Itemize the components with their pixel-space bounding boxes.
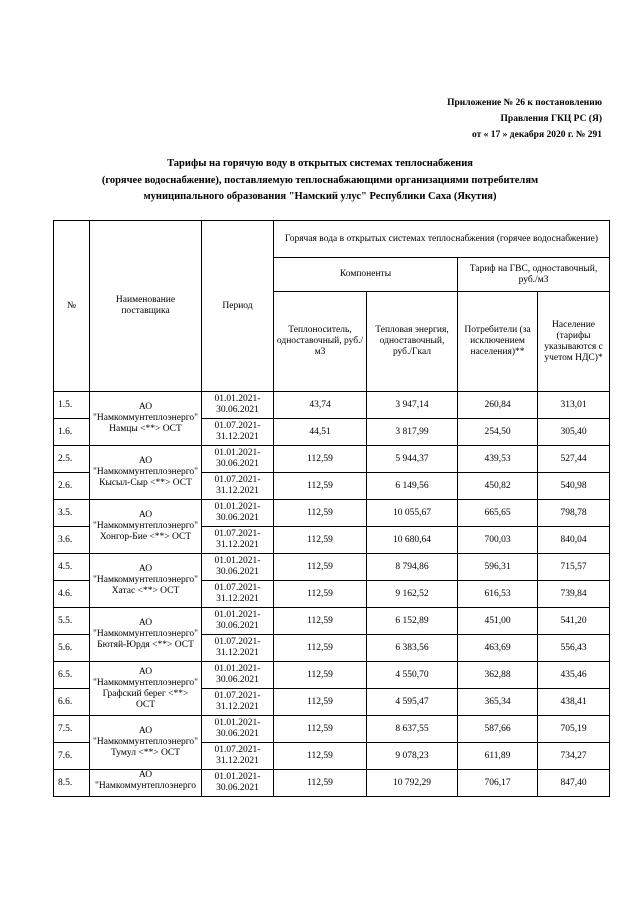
supplier-name: АО "Намкоммунтеплоэнерго" Хатас <**> ОСТ bbox=[90, 554, 202, 608]
tariff-table bbox=[53, 220, 610, 797]
row-consumers: 706,17 bbox=[458, 770, 538, 797]
row-num: 2.6. bbox=[54, 473, 90, 500]
row-heat-energy: 10 792,29 bbox=[367, 770, 458, 797]
row-period: 01.01.2021-30.06.2021 bbox=[202, 500, 274, 527]
row-heat-energy: 8 794,86 bbox=[367, 554, 458, 581]
row-consumers: 596,31 bbox=[458, 554, 538, 581]
row-heat-carrier: 112,59 bbox=[274, 635, 367, 662]
row-consumers: 365,34 bbox=[458, 689, 538, 716]
row-population: 739,84 bbox=[538, 581, 610, 608]
table-row bbox=[54, 500, 610, 527]
row-population: 798,78 bbox=[538, 500, 610, 527]
row-num: 4.5. bbox=[54, 554, 90, 581]
row-population: 705,19 bbox=[538, 716, 610, 743]
row-heat-energy: 6 149,56 bbox=[367, 473, 458, 500]
document-title bbox=[52, 156, 588, 206]
appendix-note bbox=[447, 95, 602, 143]
row-num: 6.5. bbox=[54, 662, 90, 689]
header-num: № bbox=[54, 221, 90, 392]
row-num: 3.5. bbox=[54, 500, 90, 527]
row-population: 541,20 bbox=[538, 608, 610, 635]
row-heat-carrier: 43,74 bbox=[274, 392, 367, 419]
row-num: 2.5. bbox=[54, 446, 90, 473]
row-num: 6.6. bbox=[54, 689, 90, 716]
row-heat-carrier: 112,59 bbox=[274, 770, 367, 797]
row-heat-energy: 4 550,70 bbox=[367, 662, 458, 689]
row-consumers: 611,89 bbox=[458, 743, 538, 770]
row-consumers: 451,00 bbox=[458, 608, 538, 635]
row-period: 01.07.2021-31.12.2021 bbox=[202, 473, 274, 500]
header-heat-carrier: Теплоноситель, одноставочный, руб./м3 bbox=[274, 292, 367, 392]
row-heat-energy: 6 152,89 bbox=[367, 608, 458, 635]
table-row bbox=[54, 716, 610, 743]
row-heat-carrier: 112,59 bbox=[274, 554, 367, 581]
row-period: 01.07.2021-31.12.2021 bbox=[202, 743, 274, 770]
supplier-name: АО "Намкоммунтеплоэнерго" Кысыл-Сыр <**> ОСТ bbox=[90, 446, 202, 500]
row-period: 01.07.2021-31.12.2021 bbox=[202, 581, 274, 608]
row-num: 5.6. bbox=[54, 635, 90, 662]
row-consumers: 463,69 bbox=[458, 635, 538, 662]
appendix-line: Приложение № 26 к постановлению bbox=[447, 98, 602, 108]
title-line: муниципального образования "Намский улус" Республики Саха (Якутия) bbox=[143, 191, 497, 202]
row-consumers: 665,65 bbox=[458, 500, 538, 527]
row-consumers: 700,03 bbox=[458, 527, 538, 554]
row-num: 7.5. bbox=[54, 716, 90, 743]
row-population: 305,40 bbox=[538, 419, 610, 446]
row-num: 5.5. bbox=[54, 608, 90, 635]
row-period: 01.01.2021-30.06.2021 bbox=[202, 446, 274, 473]
table-row bbox=[54, 662, 610, 689]
title-line: Тарифы на горячую воду в открытых системах теплоснабжения bbox=[167, 158, 473, 169]
row-consumers: 260,84 bbox=[458, 392, 538, 419]
row-heat-carrier: 112,59 bbox=[274, 716, 367, 743]
header-supplier: Наименование поставщика bbox=[90, 221, 202, 392]
row-heat-energy: 8 637,55 bbox=[367, 716, 458, 743]
row-period: 01.01.2021-30.06.2021 bbox=[202, 608, 274, 635]
supplier-name: АО "Намкоммунтеплоэнерго" Графский берег <**> ОСТ bbox=[90, 662, 202, 716]
header-tariff: Тариф на ГВС, одноставочный, руб./м3 bbox=[458, 258, 610, 292]
supplier-name: АО "Намкоммунтеплоэнерго" Хонгор-Бие <**> ОСТ bbox=[90, 500, 202, 554]
row-heat-energy: 10 055,67 bbox=[367, 500, 458, 527]
row-period: 01.07.2021-31.12.2021 bbox=[202, 689, 274, 716]
row-heat-energy: 9 078,23 bbox=[367, 743, 458, 770]
row-heat-carrier: 112,59 bbox=[274, 527, 367, 554]
row-heat-energy: 10 680,64 bbox=[367, 527, 458, 554]
row-heat-energy: 9 162,52 bbox=[367, 581, 458, 608]
row-heat-energy: 5 944,37 bbox=[367, 446, 458, 473]
row-heat-carrier: 112,59 bbox=[274, 662, 367, 689]
supplier-name: АО "Намкоммунтеплоэнерго" Тумул <**> ОСТ bbox=[90, 716, 202, 770]
row-num: 1.6. bbox=[54, 419, 90, 446]
appendix-line: от « 17 » декабря 2020 г. № 291 bbox=[472, 130, 602, 140]
header-components: Компоненты bbox=[274, 258, 458, 292]
row-consumers: 254,50 bbox=[458, 419, 538, 446]
row-heat-energy: 3 947,14 bbox=[367, 392, 458, 419]
header-hot-water-group: Горячая вода в открытых системах теплоснабжения (горячее водоснабжение) bbox=[274, 221, 610, 258]
row-num: 8.5. bbox=[54, 770, 90, 797]
row-heat-carrier: 44,51 bbox=[274, 419, 367, 446]
row-num: 7.6. bbox=[54, 743, 90, 770]
table-row bbox=[54, 446, 610, 473]
row-period: 01.01.2021-30.06.2021 bbox=[202, 554, 274, 581]
row-population: 313,01 bbox=[538, 392, 610, 419]
row-num: 4.6. bbox=[54, 581, 90, 608]
row-heat-carrier: 112,59 bbox=[274, 446, 367, 473]
row-period: 01.01.2021-30.06.2021 bbox=[202, 662, 274, 689]
table-row bbox=[54, 770, 610, 797]
row-period: 01.01.2021-30.06.2021 bbox=[202, 770, 274, 797]
row-consumers: 616,53 bbox=[458, 581, 538, 608]
row-population: 556,43 bbox=[538, 635, 610, 662]
header-heat-energy: Тепловая энергия, одноставочный, руб./Гкал bbox=[367, 292, 458, 392]
row-heat-carrier: 112,59 bbox=[274, 581, 367, 608]
row-consumers: 450,82 bbox=[458, 473, 538, 500]
row-period: 01.01.2021-30.06.2021 bbox=[202, 392, 274, 419]
row-population: 715,57 bbox=[538, 554, 610, 581]
row-num: 3.6. bbox=[54, 527, 90, 554]
header-population: Население (тарифы указываются с учетом НДС)* bbox=[538, 292, 610, 392]
appendix-line: Правления ГКЦ РС (Я) bbox=[500, 114, 602, 124]
supplier-name: АО "Намкоммунтеплоэнерго" Намцы <**> ОСТ bbox=[90, 392, 202, 446]
table-row bbox=[54, 392, 610, 419]
supplier-name: АО "Намкоммунтеплоэнерго bbox=[90, 770, 202, 797]
row-heat-carrier: 112,59 bbox=[274, 500, 367, 527]
row-population: 527,44 bbox=[538, 446, 610, 473]
row-population: 435,46 bbox=[538, 662, 610, 689]
header-consumers: Потребители (за исключением населения)** bbox=[458, 292, 538, 392]
row-period: 01.01.2021-30.06.2021 bbox=[202, 716, 274, 743]
row-heat-carrier: 112,59 bbox=[274, 608, 367, 635]
row-population: 734,27 bbox=[538, 743, 610, 770]
table-row bbox=[54, 608, 610, 635]
header-period: Период bbox=[202, 221, 274, 392]
row-heat-energy: 4 595,47 bbox=[367, 689, 458, 716]
row-population: 840,04 bbox=[538, 527, 610, 554]
row-population: 847,40 bbox=[538, 770, 610, 797]
title-line: (горячее водоснабжение), поставляемую теплоснабжающими организациями потребителям bbox=[101, 174, 539, 186]
row-heat-carrier: 112,59 bbox=[274, 743, 367, 770]
row-population: 438,41 bbox=[538, 689, 610, 716]
row-period: 01.07.2021-31.12.2021 bbox=[202, 527, 274, 554]
row-consumers: 439,53 bbox=[458, 446, 538, 473]
row-period: 01.07.2021-31.12.2021 bbox=[202, 419, 274, 446]
row-period: 01.07.2021-31.12.2021 bbox=[202, 635, 274, 662]
row-consumers: 362,88 bbox=[458, 662, 538, 689]
row-num: 1.5. bbox=[54, 392, 90, 419]
row-heat-carrier: 112,59 bbox=[274, 473, 367, 500]
table-row bbox=[54, 554, 610, 581]
row-heat-energy: 6 383,56 bbox=[367, 635, 458, 662]
row-population: 540,98 bbox=[538, 473, 610, 500]
row-consumers: 587,66 bbox=[458, 716, 538, 743]
row-heat-carrier: 112,59 bbox=[274, 689, 367, 716]
supplier-name: АО "Намкоммунтеплоэнерго" Бютяй-Юрдя <**> ОСТ bbox=[90, 608, 202, 662]
row-heat-energy: 3 817,99 bbox=[367, 419, 458, 446]
